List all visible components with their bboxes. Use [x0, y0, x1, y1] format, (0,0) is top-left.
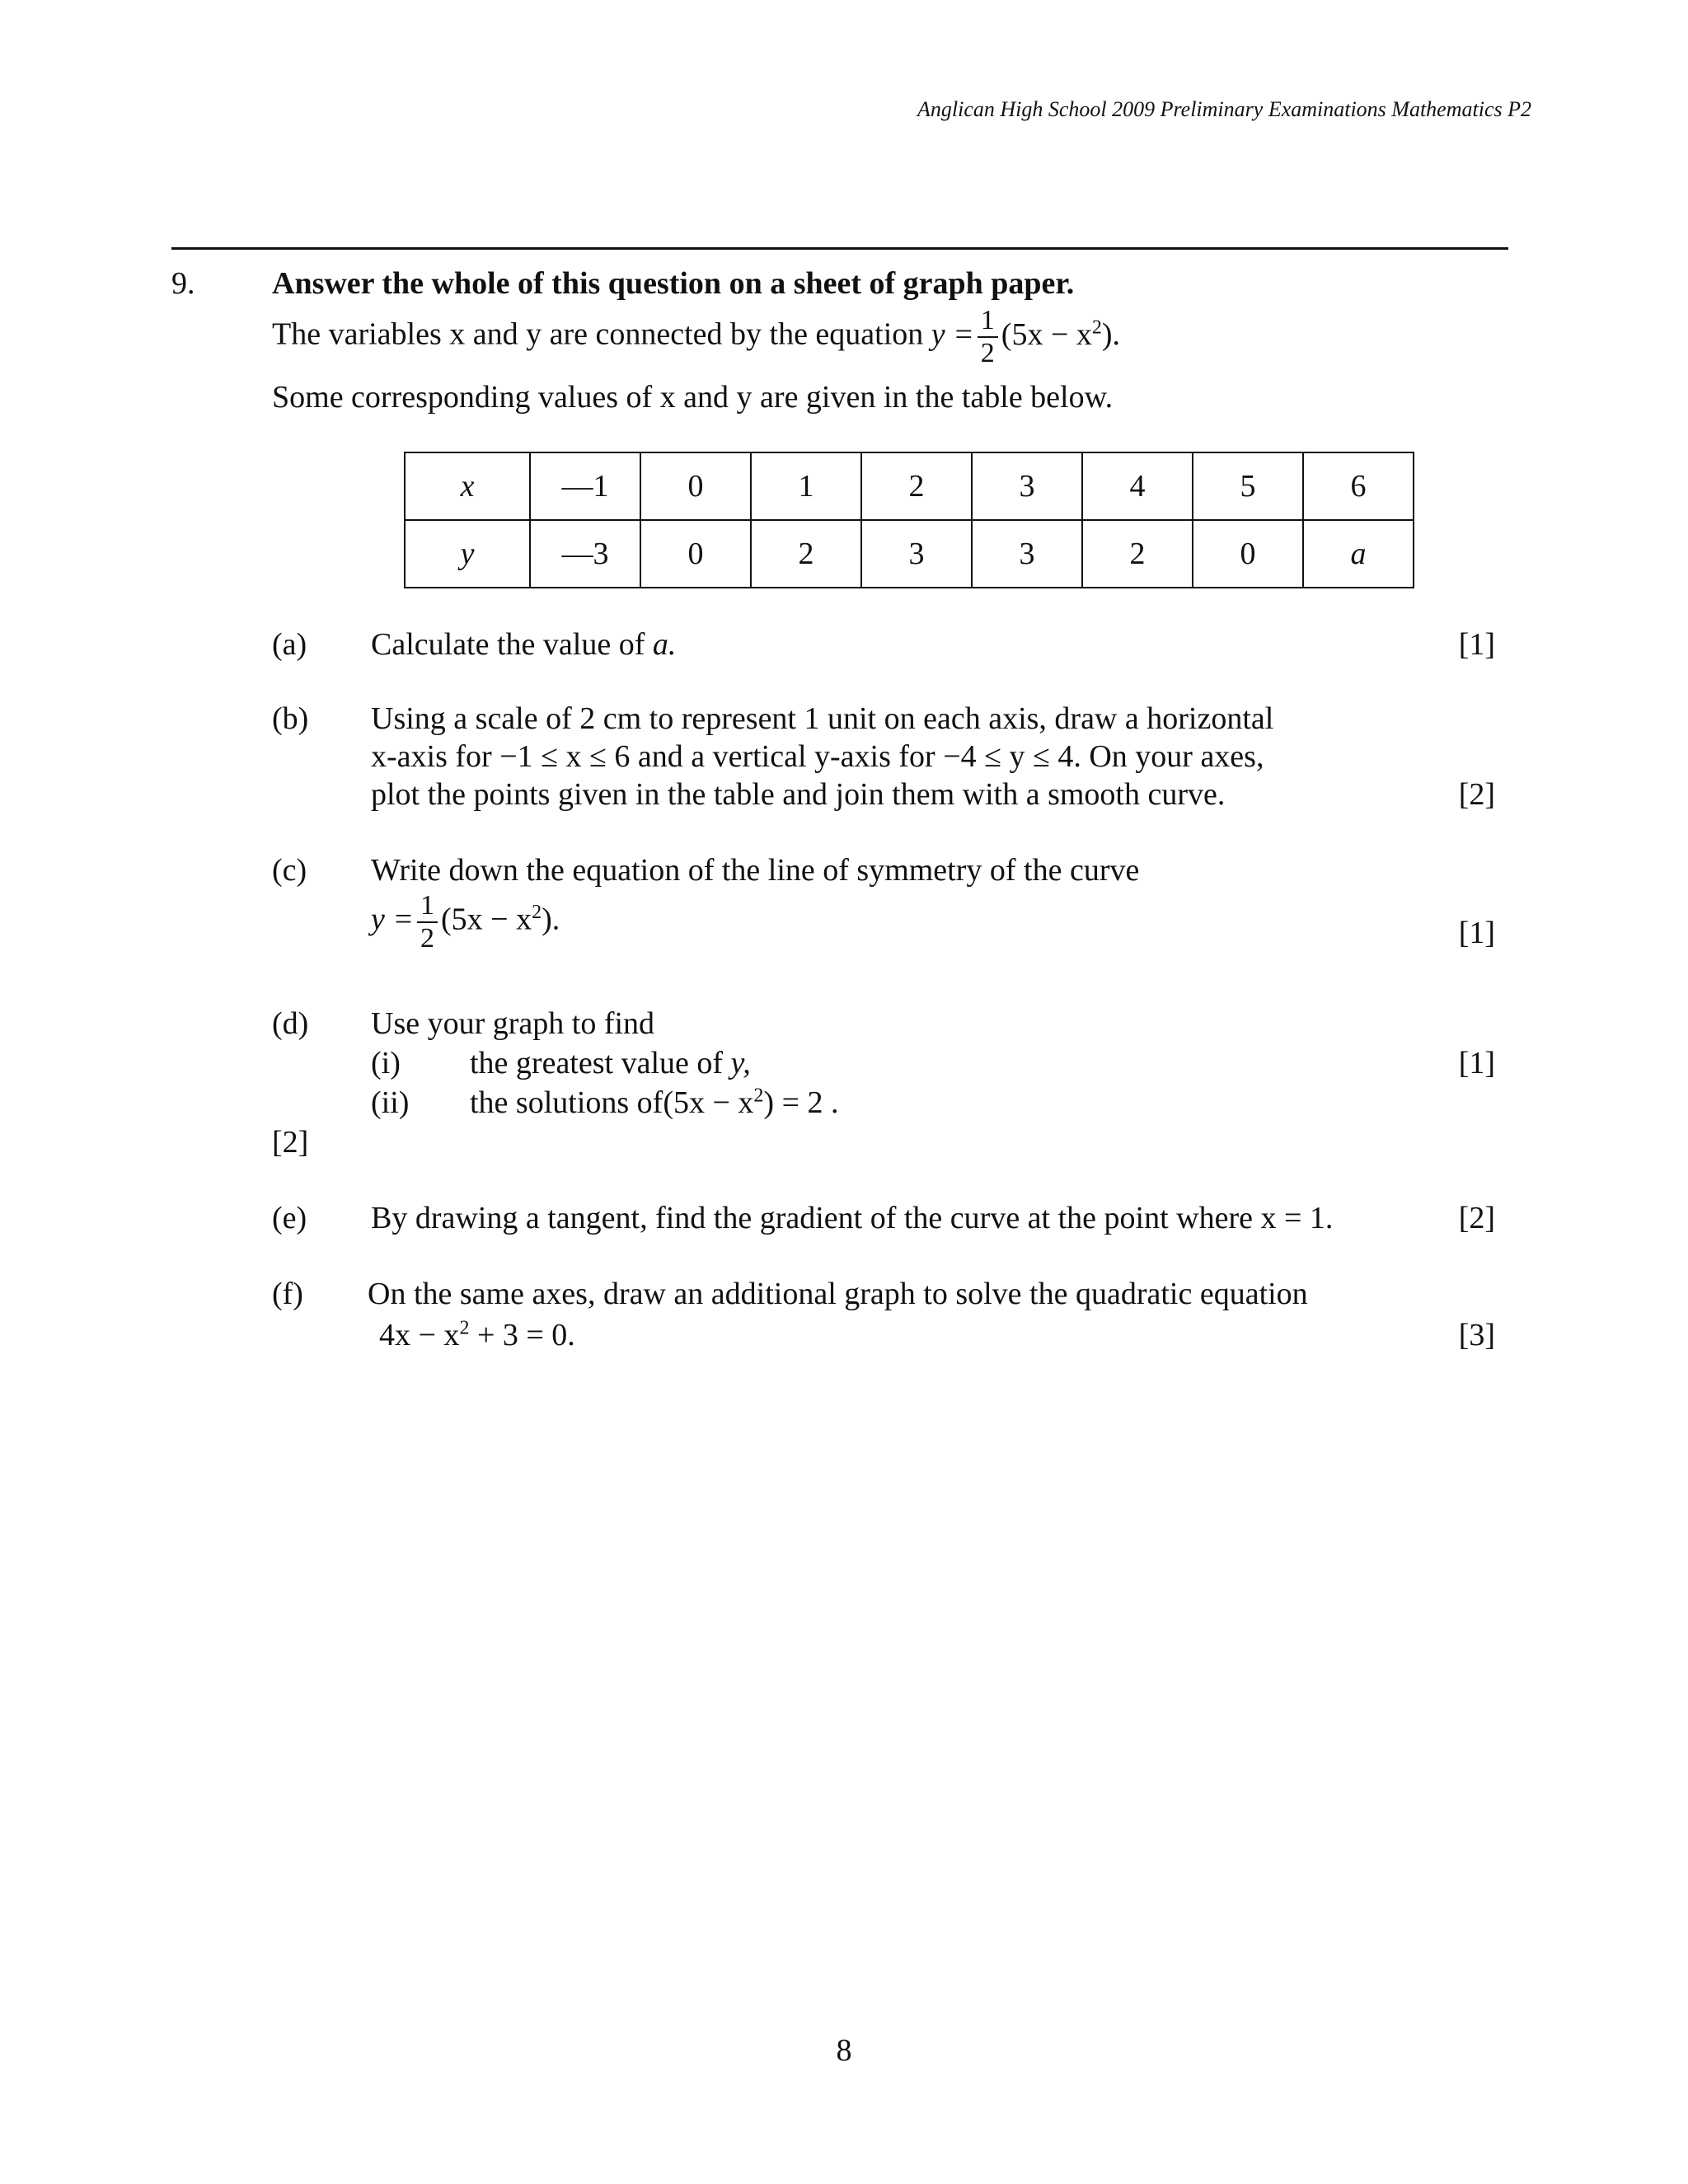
question-intro	[272, 307, 1120, 368]
table-cell: —3	[530, 520, 640, 588]
part-e-text: By drawing a tangent, find the gradient of the curve at the point where x = 1.	[371, 1201, 1334, 1235]
table-row-y	[405, 520, 1414, 588]
part-f-marks: [3]	[1458, 1318, 1495, 1352]
table-cell: —1	[530, 452, 640, 520]
part-d-i-text: the greatest value of y,	[470, 1046, 751, 1080]
table-cell: 0	[640, 452, 751, 520]
part-d-i-label: (i)	[371, 1046, 401, 1080]
question-number: 9.	[171, 266, 195, 301]
part-b-line3: plot the points given in the table and join them with a smooth curve.	[371, 777, 1226, 812]
part-d-line1: Use your graph to find	[371, 1006, 655, 1041]
part-e-label: (e)	[272, 1201, 307, 1235]
table-cell: 0	[1193, 520, 1303, 588]
part-c-label: (c)	[272, 853, 307, 888]
header-rule	[171, 247, 1508, 250]
part-e-marks: [2]	[1458, 1201, 1495, 1235]
table-cell: 2	[1082, 520, 1193, 588]
part-f-label: (f)	[272, 1277, 303, 1311]
table-cell: 0	[640, 520, 751, 588]
table-header-y: y	[405, 520, 530, 588]
table-cell: 4	[1082, 452, 1193, 520]
part-d-ii-label: (ii)	[371, 1085, 410, 1120]
part-c-line1: Write down the equation of the line of symmetry of the curve	[371, 853, 1140, 888]
table-cell: 3	[972, 520, 1082, 588]
part-f-equation: $4x - x^2 + 3 = 0$.	[379, 1317, 575, 1352]
part-d-i-marks: [1]	[1458, 1046, 1495, 1080]
part-f-line1: On the same axes, draw an additional graph to solve the quadratic equation	[368, 1277, 1308, 1311]
question-instruction: Answer the whole of this question on a sheet of graph paper.	[272, 266, 1075, 301]
part-c-marks: [1]	[1458, 916, 1495, 950]
table-cell: 6	[1303, 452, 1414, 520]
table-intro: Some corresponding values of x and y are given in the table below.	[272, 380, 1114, 415]
page-header: Anglican High School 2009 Preliminary Examinations Mathematics P2	[917, 97, 1531, 121]
table-cell: 5	[1193, 452, 1303, 520]
part-c-equation: y = $\frac{1}{2}$ $(5x - x^2)$.	[371, 890, 560, 954]
table-cell: 1	[751, 452, 861, 520]
part-d-label: (d)	[272, 1006, 309, 1041]
page-number: 8	[836, 2033, 852, 2068]
values-table	[404, 452, 1414, 588]
part-d-ii-text: the solutions $of(5x - x^2) = 2$ .	[470, 1085, 839, 1120]
part-a-label: (a)	[272, 627, 307, 662]
table-cell: 2	[751, 520, 861, 588]
part-a-marks: [1]	[1458, 627, 1495, 662]
intro-text: The variables x and y are connected by the equation	[272, 316, 924, 352]
intro-equation: y = $\frac{1}{2}$ $(5x - x^2)$.	[931, 305, 1121, 368]
part-b-line1: Using a scale of 2 cm to represent 1 unit on each axis, draw a horizontal	[371, 701, 1274, 736]
table-cell: 2	[861, 452, 972, 520]
table-cell: 3	[861, 520, 972, 588]
table-cell-unknown: a	[1303, 520, 1414, 588]
part-d-ii-marks: [2]	[272, 1125, 309, 1160]
fraction: $\frac{1}{2}$	[978, 307, 998, 368]
part-a-text: Calculate the value of a.	[371, 627, 677, 662]
table-row-x	[405, 452, 1414, 520]
table-header-x: x	[405, 452, 530, 520]
part-b-line2: x-axis for −1 ≤ x ≤ 6 and a vertical y-axis for −4 ≤ y ≤ 4. On your axes,	[371, 739, 1264, 774]
fraction: $\frac{1}{2}$	[417, 892, 438, 953]
table-cell: 3	[972, 452, 1082, 520]
part-b-label: (b)	[272, 701, 309, 736]
part-b-marks: [2]	[1458, 777, 1495, 812]
